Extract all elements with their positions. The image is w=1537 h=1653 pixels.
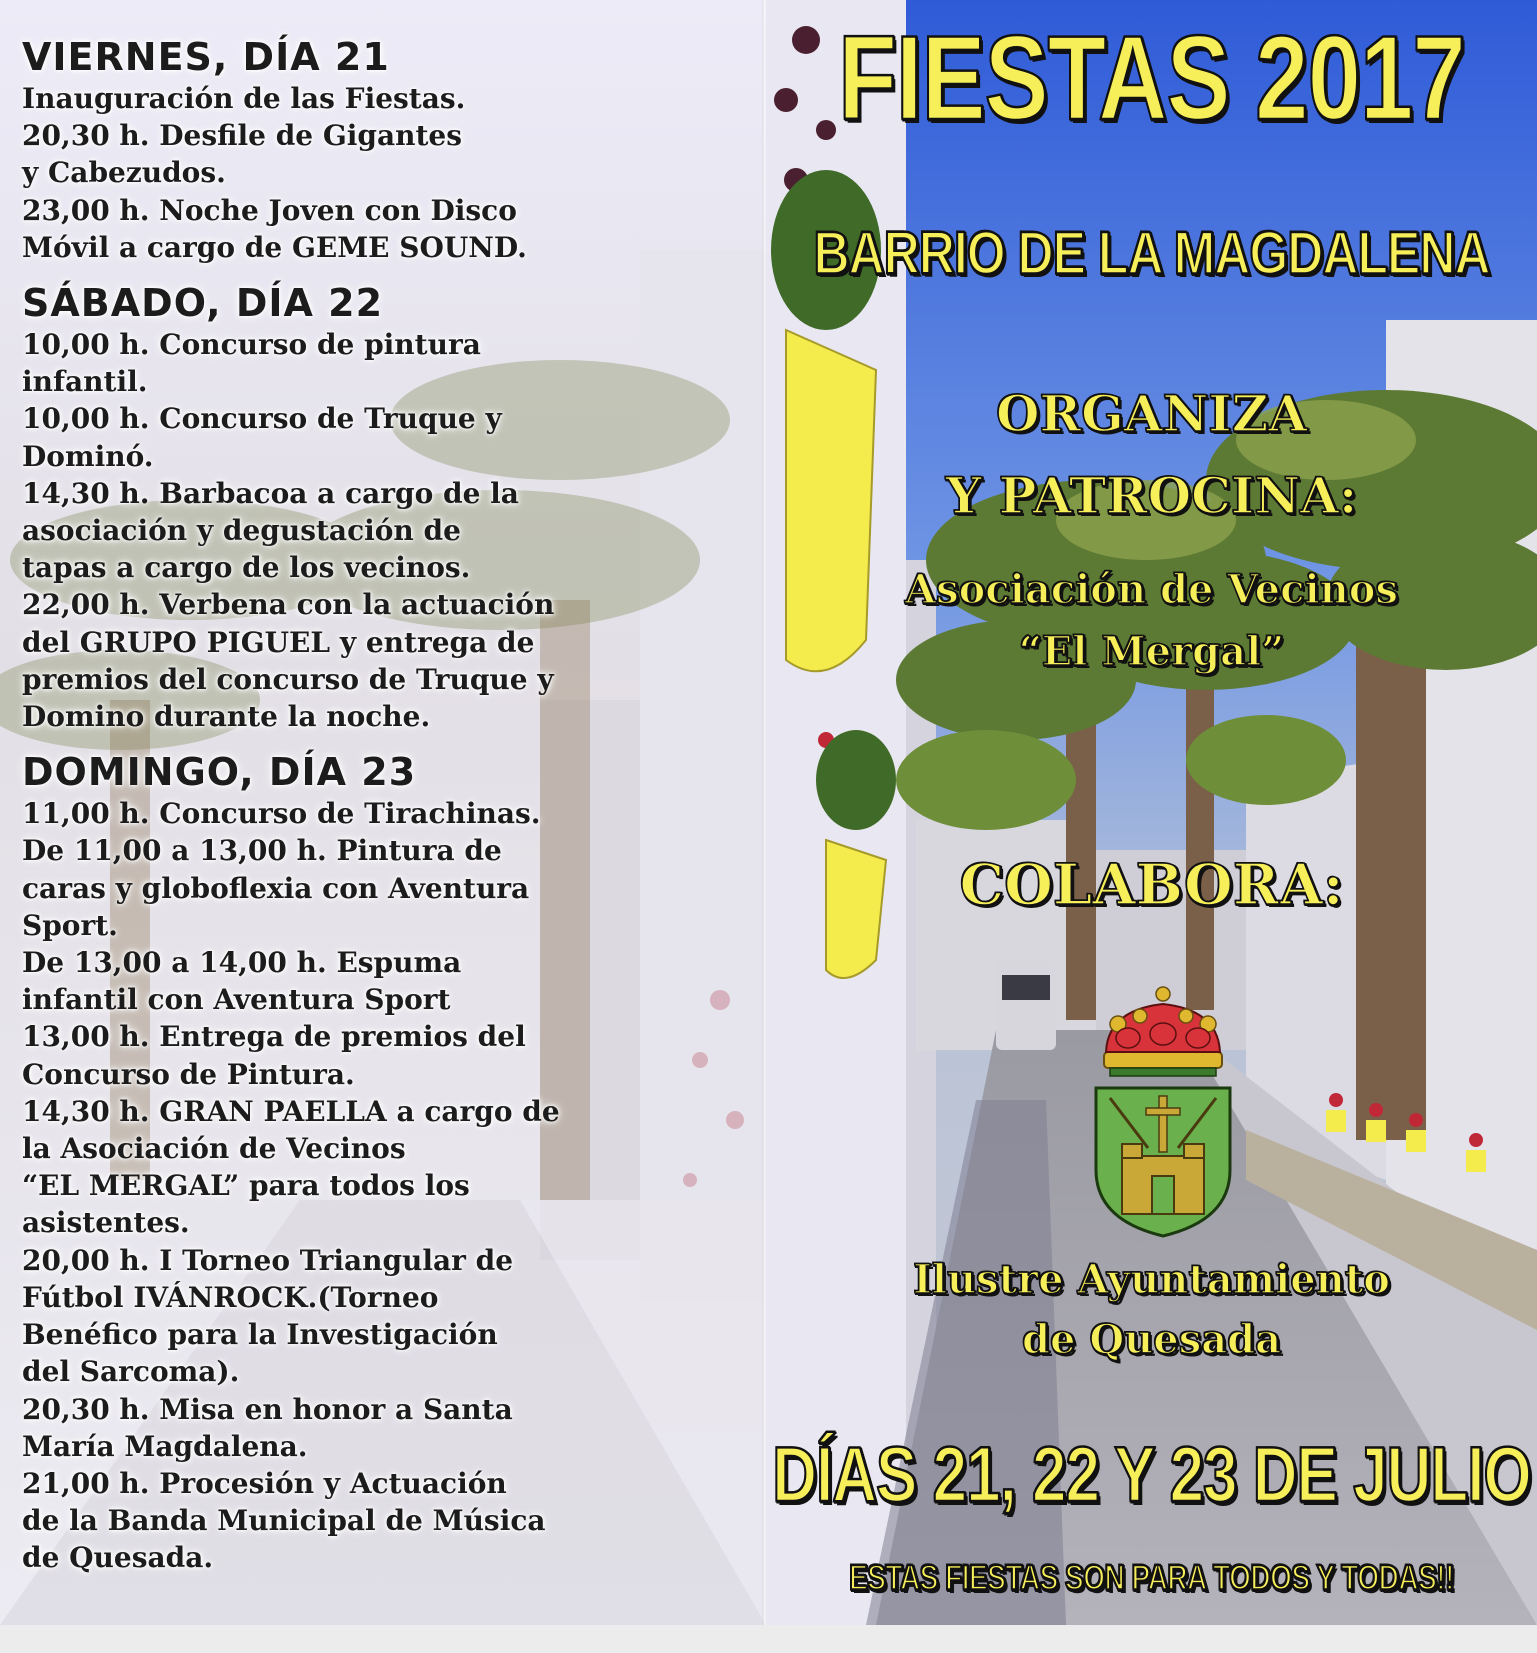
event-line: Benéfico para la Investigación <box>22 1318 498 1352</box>
event-line: Sport. <box>22 908 118 942</box>
patrocina-heading: Y PATROCINA: <box>945 466 1358 525</box>
event-line: 10,00 h. Concurso de pintura <box>22 328 481 362</box>
event-line: del Sarcoma). <box>22 1355 240 1389</box>
event-line: asistentes. <box>22 1206 190 1240</box>
event-line: 20,30 h. Misa en honor a Santa <box>22 1392 513 1426</box>
colabora-heading: COLABORA: <box>959 852 1344 918</box>
event-line: 20,00 h. I Torneo Triangular de <box>22 1243 514 1277</box>
event-line: Móvil a cargo de GEME SOUND. <box>22 230 527 264</box>
quesada-coat-of-arms <box>1088 980 1238 1240</box>
event-line: asociación y degustación de <box>22 514 461 548</box>
event-line: Domino durante la noche. <box>22 700 431 734</box>
event-line: 20,30 h. Desfile de Gigantes <box>22 119 462 153</box>
program-text <box>22 34 752 1577</box>
council-name: Ilustre Ayuntamiento <box>913 1256 1390 1303</box>
cover-panel <box>766 0 1537 1625</box>
association-name-quoted: “El Mergal” <box>1018 628 1285 675</box>
council-name-town: de Quesada <box>1021 1316 1282 1363</box>
event-line: 13,00 h. Entrega de premios del <box>22 1020 526 1054</box>
event-line: 22,00 h. Verbena con la actuación <box>22 588 555 622</box>
event-line: caras y globoflexia con Aventura <box>22 871 530 905</box>
program-panel <box>0 0 766 1625</box>
crown-icon <box>1104 987 1222 1076</box>
festival-dates: DÍAS 21, 22 Y 23 DE JULIO <box>772 1432 1531 1519</box>
organiza-heading: ORGANIZA <box>996 384 1307 443</box>
cover-subtitle: BARRIO DE LA MAGDALENA <box>813 219 1490 287</box>
event-line: María Magdalena. <box>22 1429 308 1463</box>
event-line: infantil. <box>22 365 148 399</box>
event-line: Dominó. <box>22 439 154 473</box>
event-line: De 13,00 a 14,00 h. Espuma <box>22 946 462 980</box>
event-line: 21,00 h. Procesión y Actuación <box>22 1466 507 1500</box>
event-line: De 11,00 a 13,00 h. Pintura de <box>22 834 502 868</box>
day-block-sunday <box>22 749 752 1576</box>
event-line: premios del concurso de Truque y <box>22 662 554 696</box>
event-line: del GRUPO PIGUEL y entrega de <box>22 625 535 659</box>
event-line: 11,00 h. Concurso de Tirachinas. <box>22 797 541 831</box>
festival-slogan: ESTAS FIESTAS SON PARA TODOS Y TODAS!! <box>849 1558 1454 1597</box>
scan-margin <box>0 1625 1537 1653</box>
shield-icon <box>1096 1088 1230 1236</box>
day-heading: VIERNES, DÍA 21 <box>22 35 390 79</box>
event-line: infantil con Aventura Sport <box>22 983 451 1017</box>
association-name: Asociación de Vecinos <box>905 566 1398 613</box>
event-line: “EL MERGAL” para todos los <box>22 1169 470 1203</box>
event-line: de Quesada. <box>22 1541 214 1575</box>
day-heading: DOMINGO, DÍA 23 <box>22 750 417 795</box>
event-line: 14,30 h. GRAN PAELLA a cargo de <box>22 1094 560 1128</box>
event-line: de la Banda Municipal de Música <box>22 1504 546 1538</box>
event-line: 10,00 h. Concurso de Truque y <box>22 402 502 436</box>
event-line: Concurso de Pintura. <box>22 1057 355 1091</box>
cover-title: FIESTAS 2017 <box>838 11 1465 146</box>
event-line: tapas a cargo de los vecinos. <box>22 551 471 585</box>
event-line: Fútbol IVÁNROCK.(Torneo <box>22 1280 439 1314</box>
day-block-saturday <box>22 280 752 735</box>
day-heading: SÁBADO, DÍA 22 <box>22 281 384 326</box>
day-block-friday <box>22 34 752 266</box>
event-line: y Cabezudos. <box>22 156 226 190</box>
event-line: 23,00 h. Noche Joven con Disco <box>22 193 517 227</box>
event-line: la Asociación de Vecinos <box>22 1132 406 1166</box>
event-line: 14,30 h. Barbacoa a cargo de la <box>22 476 519 510</box>
event-line: Inauguración de las Fiestas. <box>22 82 466 115</box>
